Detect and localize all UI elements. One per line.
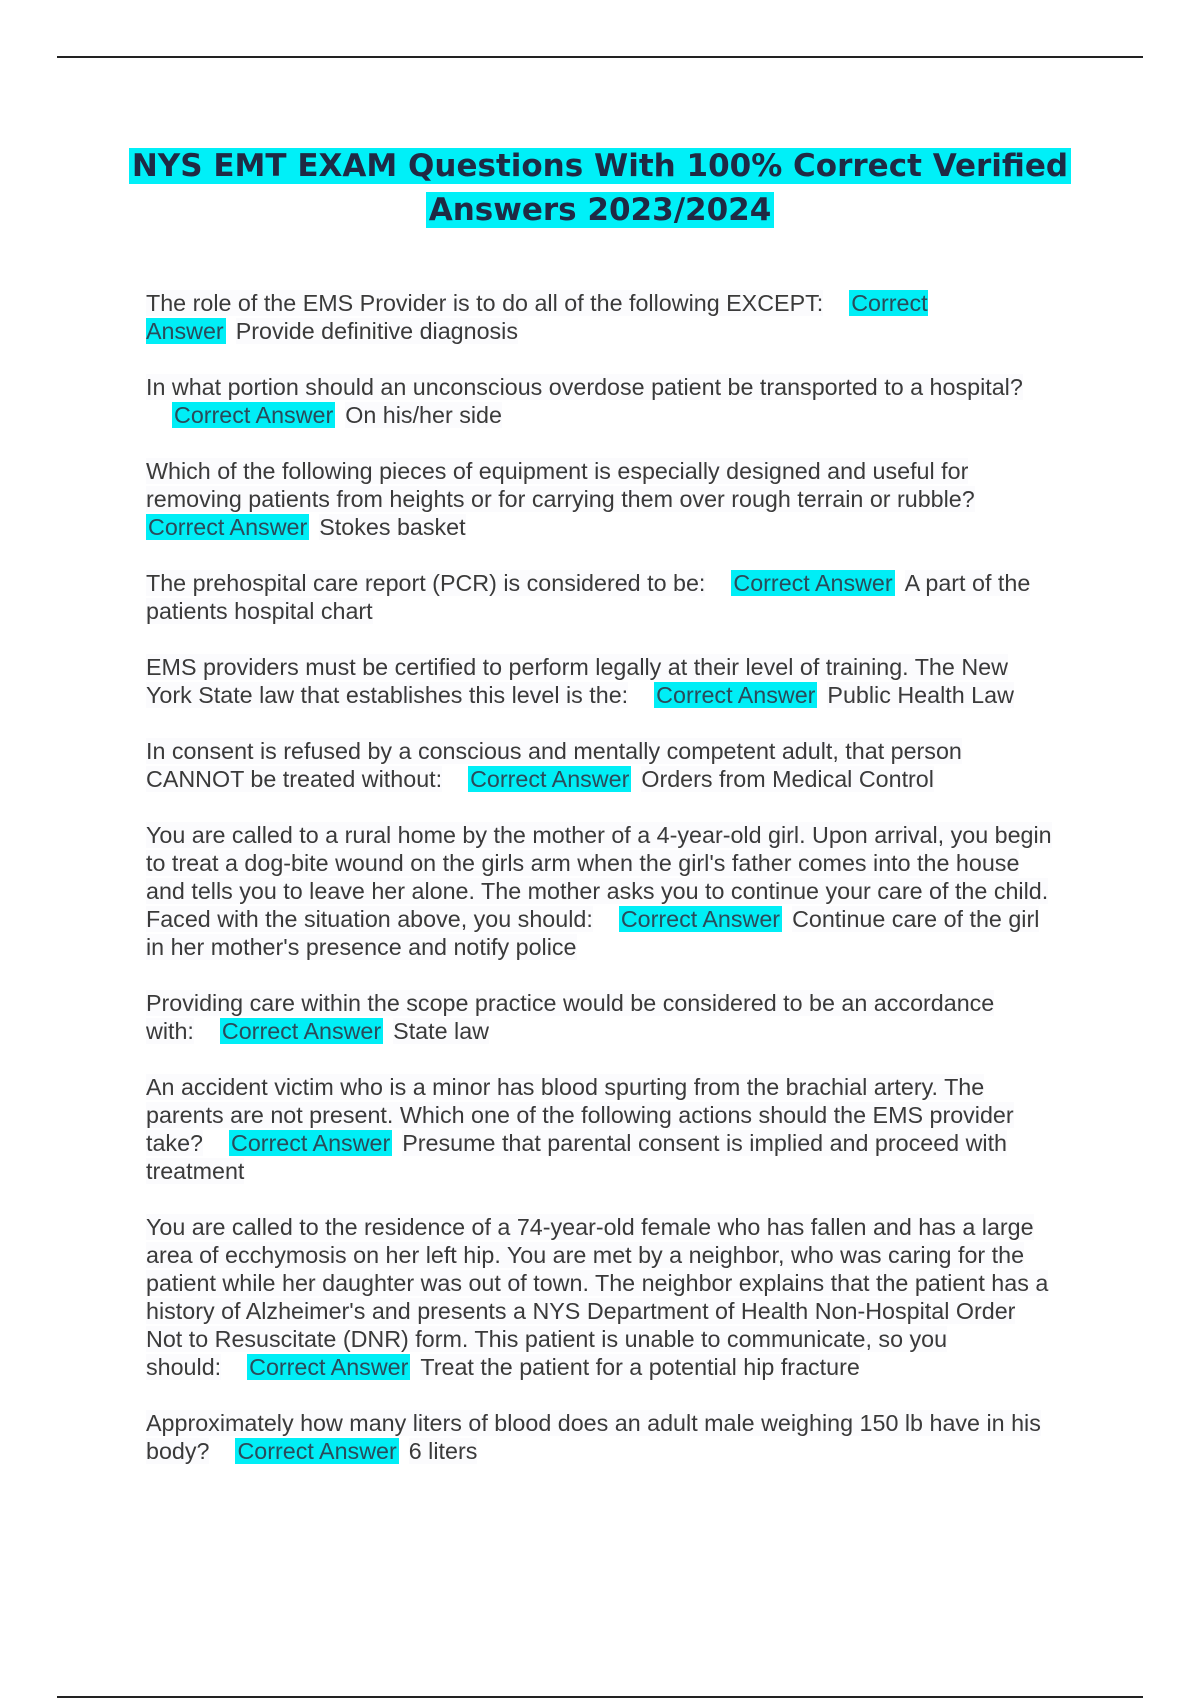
correct-answer-tag: Correct Answer <box>221 1018 382 1044</box>
qa-item <box>146 653 1054 709</box>
answer-text: Provide definitive diagnosis <box>235 318 519 344</box>
qa-item <box>146 737 1054 793</box>
page-title-text: NYS EMT EXAM Questions With 100% Correct Verified Answers 2023/2024 <box>129 148 1071 228</box>
bottom-rule <box>57 1696 1143 1698</box>
correct-answer-tag: Correct Answer <box>231 1130 391 1156</box>
qa-item <box>146 289 1054 345</box>
correct-answer-tag: Correct Answer <box>733 570 893 596</box>
qa-item <box>146 373 1054 429</box>
answer-text: Public Health Law <box>827 682 1014 708</box>
question-text: You are called to the residence of a 74-year-old female who has fallen and has a large area of ecchymosis on her left hip. You are met by a neighbor, who was caring for the patient while her daughter was out of town. The neighbor explains that the patient has a history of Alzheimer's and presents a NYS Department of Health Non-Hospital Order Not to Resuscitate (DNR) form. This patient is unable to communicate, so you should: <box>146 1214 1049 1380</box>
question-text: An accident victim who is a minor has blood spurting from the brachial artery. The parents are not present. Which one of the following actions should the EMS provider take? <box>146 1074 1014 1156</box>
answer-text: Continue care of the girl in her mother's presence and notify police <box>146 906 1040 960</box>
answer-text: A part of the patients hospital chart <box>146 570 1031 624</box>
question-text: You are called to a rural home by the mother of a 4-year-old girl. Upon arrival, you begin to treat a dog-bite wound on the girls arm when the girl's father comes into the house and tells you to leave her alone. The mother asks you to continue your care of the child. Faced with the situation above, you should: <box>146 822 1052 932</box>
answer-text: 6 liters <box>408 1438 478 1464</box>
qa-item <box>146 989 1054 1045</box>
correct-answer-tag: Correct Answer <box>620 906 781 932</box>
answer-text: Orders from Medical Control <box>641 766 934 792</box>
answer-text: On his/her side <box>345 402 502 428</box>
answer-text: Stokes basket <box>319 514 466 540</box>
qa-item <box>146 1409 1054 1465</box>
question-text: The role of the EMS Provider is to do all of the following EXCEPT: <box>146 290 824 316</box>
top-rule <box>57 56 1143 58</box>
correct-answer-tag: Correct Answer <box>174 402 334 428</box>
question-text: In consent is refused by a conscious and mentally competent adult, that person CANNOT be treated without: <box>146 738 962 792</box>
qa-item <box>146 457 1054 541</box>
answer-text: Presume that parental consent is implied and proceed with treatment <box>146 1130 1008 1184</box>
page-title <box>100 144 1100 232</box>
correct-answer-tag: Correct Answer <box>237 1438 397 1464</box>
correct-answer-tag: Correct Answer <box>656 682 816 708</box>
question-list <box>146 289 1054 1493</box>
correct-answer-tag: Correct Answer <box>249 1354 409 1380</box>
qa-item <box>146 821 1054 961</box>
qa-item <box>146 1213 1054 1381</box>
question-text: The prehospital care report (PCR) is considered to be: <box>146 570 706 596</box>
qa-item <box>146 569 1054 625</box>
question-text: Approximately how many liters of blood does an adult male weighing 150 lb have in his body? <box>146 1410 1041 1464</box>
question-text: In what portion should an unconscious overdose patient be transported to a hospital? <box>146 374 1023 400</box>
correct-answer-tag: Correct Answer <box>148 514 308 540</box>
qa-item <box>146 1073 1054 1185</box>
correct-answer-tag: Correct Answer <box>146 290 928 344</box>
answer-text: Treat the patient for a potential hip fracture <box>420 1354 860 1380</box>
question-text: EMS providers must be certified to perform legally at their level of training. The New York State law that establishes this level is the: <box>146 654 1008 708</box>
correct-answer-tag: Correct Answer <box>470 766 630 792</box>
question-text: Which of the following pieces of equipment is especially designed and useful for removing patients from heights or for carrying them over rough terrain or rubble? <box>146 458 975 512</box>
question-text: Providing care within the scope practice would be considered to be an accordance with: <box>146 990 995 1044</box>
answer-text: State law <box>393 1018 489 1044</box>
